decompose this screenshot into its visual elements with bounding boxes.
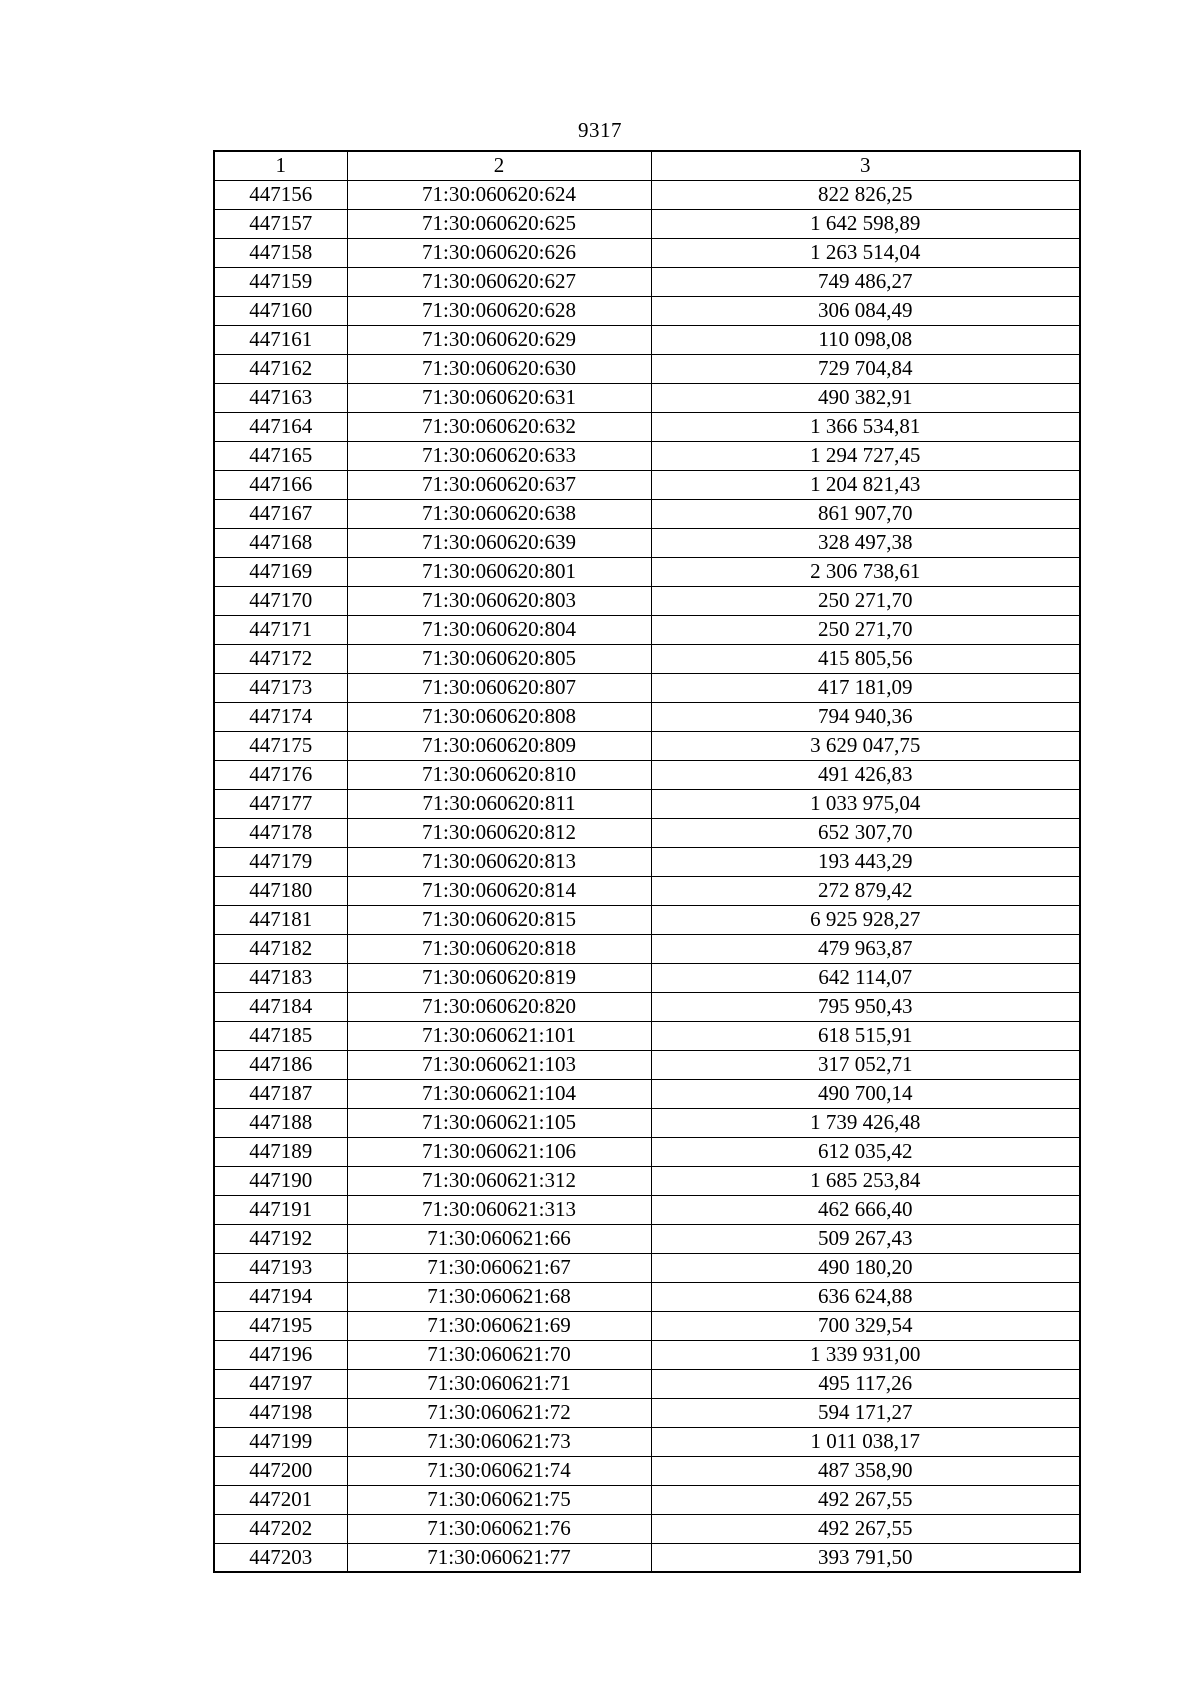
cadastral-number-cell: 71:30:060621:104 [347,1079,651,1108]
value-cell: 861 907,70 [651,499,1080,528]
cadastral-number-cell: 71:30:060620:808 [347,702,651,731]
row-number-cell: 447159 [214,267,347,296]
cadastral-number-cell: 71:30:060620:820 [347,992,651,1021]
table-row [214,673,1080,702]
table-row [214,383,1080,412]
table-row [214,1021,1080,1050]
row-number-cell: 447184 [214,992,347,1021]
cadastral-number-cell: 71:30:060621:71 [347,1369,651,1398]
value-cell: 794 940,36 [651,702,1080,731]
value-cell: 509 267,43 [651,1224,1080,1253]
row-number-cell: 447179 [214,847,347,876]
page-number-text: 9317 [578,118,622,142]
value-cell: 795 950,43 [651,992,1080,1021]
column-header-2: 2 [347,151,651,180]
row-number-cell: 447169 [214,557,347,586]
value-cell: 1 739 426,48 [651,1108,1080,1137]
cadastral-number-cell: 71:30:060620:818 [347,934,651,963]
registry-table [213,150,1081,1573]
cadastral-number-cell: 71:30:060620:812 [347,818,651,847]
cadastral-number-cell: 71:30:060621:74 [347,1456,651,1485]
table-row [214,789,1080,818]
value-cell: 1 011 038,17 [651,1427,1080,1456]
row-number-cell: 447203 [214,1543,347,1572]
row-number-cell: 447190 [214,1166,347,1195]
value-cell: 393 791,50 [651,1543,1080,1572]
value-cell: 328 497,38 [651,528,1080,557]
cadastral-number-cell: 71:30:060620:813 [347,847,651,876]
row-number-cell: 447164 [214,412,347,441]
table-row [214,934,1080,963]
row-number-cell: 447180 [214,876,347,905]
table-row [214,963,1080,992]
table-row [214,1456,1080,1485]
cadastral-number-cell: 71:30:060620:630 [347,354,651,383]
row-number-cell: 447188 [214,1108,347,1137]
value-cell: 250 271,70 [651,586,1080,615]
cadastral-number-cell: 71:30:060620:626 [347,238,651,267]
table-row [214,702,1080,731]
table-row [214,267,1080,296]
cadastral-number-cell: 71:30:060621:103 [347,1050,651,1079]
value-cell: 729 704,84 [651,354,1080,383]
cadastral-number-cell: 71:30:060621:72 [347,1398,651,1427]
table-header [214,151,1080,180]
row-number-cell: 447157 [214,209,347,238]
table-row [214,1195,1080,1224]
value-cell: 490 180,20 [651,1253,1080,1282]
table-row [214,1543,1080,1572]
cadastral-number-cell: 71:30:060621:76 [347,1514,651,1543]
value-cell: 612 035,42 [651,1137,1080,1166]
value-cell: 1 642 598,89 [651,209,1080,238]
table-row [214,1137,1080,1166]
table-row [214,847,1080,876]
row-number-cell: 447177 [214,789,347,818]
row-number-cell: 447194 [214,1282,347,1311]
table-row [214,1166,1080,1195]
value-cell: 700 329,54 [651,1311,1080,1340]
row-number-cell: 447166 [214,470,347,499]
value-cell: 492 267,55 [651,1514,1080,1543]
value-cell: 652 307,70 [651,818,1080,847]
table-row [214,499,1080,528]
cadastral-number-cell: 71:30:060621:77 [347,1543,651,1572]
value-cell: 193 443,29 [651,847,1080,876]
value-cell: 317 052,71 [651,1050,1080,1079]
value-cell: 306 084,49 [651,296,1080,325]
value-cell: 3 629 047,75 [651,731,1080,760]
header-row [214,151,1080,180]
cadastral-number-cell: 71:30:060620:625 [347,209,651,238]
row-number-cell: 447187 [214,1079,347,1108]
row-number-cell: 447165 [214,441,347,470]
row-number-cell: 447171 [214,615,347,644]
row-number-cell: 447182 [214,934,347,963]
cadastral-number-cell: 71:30:060621:66 [347,1224,651,1253]
table-row [214,1369,1080,1398]
value-cell: 594 171,27 [651,1398,1080,1427]
table-row [214,1079,1080,1108]
value-cell: 2 306 738,61 [651,557,1080,586]
row-number-cell: 447158 [214,238,347,267]
value-cell: 1 366 534,81 [651,412,1080,441]
cadastral-number-cell: 71:30:060621:313 [347,1195,651,1224]
row-number-cell: 447160 [214,296,347,325]
row-number-cell: 447173 [214,673,347,702]
value-cell: 1 294 727,45 [651,441,1080,470]
table-row [214,180,1080,209]
value-cell: 110 098,08 [651,325,1080,354]
value-cell: 1 204 821,43 [651,470,1080,499]
table-body [214,180,1080,1572]
value-cell: 1 263 514,04 [651,238,1080,267]
table-row [214,325,1080,354]
value-cell: 491 426,83 [651,760,1080,789]
value-cell: 618 515,91 [651,1021,1080,1050]
row-number-cell: 447202 [214,1514,347,1543]
row-number-cell: 447170 [214,586,347,615]
row-number-cell: 447175 [214,731,347,760]
table-row [214,557,1080,586]
table-row [214,586,1080,615]
cadastral-number-cell: 71:30:060621:101 [347,1021,651,1050]
value-cell: 822 826,25 [651,180,1080,209]
cadastral-number-cell: 71:30:060620:639 [347,528,651,557]
table-row [214,1427,1080,1456]
table-row [214,644,1080,673]
table-row [214,1050,1080,1079]
row-number-cell: 447199 [214,1427,347,1456]
cadastral-number-cell: 71:30:060620:809 [347,731,651,760]
table-row [214,818,1080,847]
value-cell: 749 486,27 [651,267,1080,296]
value-cell: 492 267,55 [651,1485,1080,1514]
row-number-cell: 447198 [214,1398,347,1427]
table-row [214,876,1080,905]
column-header-3: 3 [651,151,1080,180]
cadastral-number-cell: 71:30:060620:631 [347,383,651,412]
cadastral-number-cell: 71:30:060620:632 [347,412,651,441]
table-row [214,905,1080,934]
table-row [214,209,1080,238]
cadastral-number-cell: 71:30:060620:629 [347,325,651,354]
table-row [214,296,1080,325]
row-number-cell: 447200 [214,1456,347,1485]
row-number-cell: 447172 [214,644,347,673]
row-number-cell: 447176 [214,760,347,789]
cadastral-number-cell: 71:30:060620:801 [347,557,651,586]
cadastral-number-cell: 71:30:060620:624 [347,180,651,209]
row-number-cell: 447181 [214,905,347,934]
table-row [214,354,1080,383]
value-cell: 272 879,42 [651,876,1080,905]
table-row [214,760,1080,789]
cadastral-number-cell: 71:30:060620:804 [347,615,651,644]
cadastral-number-cell: 71:30:060620:638 [347,499,651,528]
value-cell: 1 033 975,04 [651,789,1080,818]
table-row [214,441,1080,470]
table-row [214,1282,1080,1311]
value-cell: 462 666,40 [651,1195,1080,1224]
table-row [214,992,1080,1021]
row-number-cell: 447185 [214,1021,347,1050]
row-number-cell: 447195 [214,1311,347,1340]
row-number-cell: 447163 [214,383,347,412]
table-row [214,1514,1080,1543]
cadastral-number-cell: 71:30:060621:67 [347,1253,651,1282]
row-number-cell: 447161 [214,325,347,354]
table-row [214,1311,1080,1340]
table-row [214,528,1080,557]
cadastral-number-cell: 71:30:060620:637 [347,470,651,499]
cadastral-number-cell: 71:30:060620:815 [347,905,651,934]
page-number [0,118,1200,143]
cadastral-number-cell: 71:30:060620:627 [347,267,651,296]
cadastral-number-cell: 71:30:060621:70 [347,1340,651,1369]
cadastral-number-cell: 71:30:060621:106 [347,1137,651,1166]
row-number-cell: 447167 [214,499,347,528]
table-row [214,470,1080,499]
cadastral-number-cell: 71:30:060620:810 [347,760,651,789]
table-row [214,1253,1080,1282]
cadastral-number-cell: 71:30:060620:803 [347,586,651,615]
table-row [214,731,1080,760]
cadastral-number-cell: 71:30:060621:73 [347,1427,651,1456]
row-number-cell: 447174 [214,702,347,731]
row-number-cell: 447168 [214,528,347,557]
table-row [214,238,1080,267]
row-number-cell: 447186 [214,1050,347,1079]
table-row [214,1485,1080,1514]
row-number-cell: 447191 [214,1195,347,1224]
cadastral-number-cell: 71:30:060620:807 [347,673,651,702]
cadastral-number-cell: 71:30:060620:811 [347,789,651,818]
row-number-cell: 447189 [214,1137,347,1166]
table-row [214,1340,1080,1369]
value-cell: 1 685 253,84 [651,1166,1080,1195]
table-row [214,615,1080,644]
table-row [214,1108,1080,1137]
cadastral-number-cell: 71:30:060620:819 [347,963,651,992]
value-cell: 479 963,87 [651,934,1080,963]
cadastral-number-cell: 71:30:060621:105 [347,1108,651,1137]
value-cell: 415 805,56 [651,644,1080,673]
cadastral-number-cell: 71:30:060620:814 [347,876,651,905]
row-number-cell: 447201 [214,1485,347,1514]
value-cell: 6 925 928,27 [651,905,1080,934]
value-cell: 642 114,07 [651,963,1080,992]
value-cell: 495 117,26 [651,1369,1080,1398]
row-number-cell: 447178 [214,818,347,847]
value-cell: 417 181,09 [651,673,1080,702]
row-number-cell: 447196 [214,1340,347,1369]
row-number-cell: 447156 [214,180,347,209]
value-cell: 636 624,88 [651,1282,1080,1311]
cadastral-number-cell: 71:30:060621:68 [347,1282,651,1311]
column-header-1: 1 [214,151,347,180]
row-number-cell: 447183 [214,963,347,992]
cadastral-number-cell: 71:30:060621:75 [347,1485,651,1514]
value-cell: 1 339 931,00 [651,1340,1080,1369]
cadastral-number-cell: 71:30:060621:69 [347,1311,651,1340]
table-row [214,1224,1080,1253]
table-row [214,1398,1080,1427]
row-number-cell: 447193 [214,1253,347,1282]
value-cell: 490 700,14 [651,1079,1080,1108]
cadastral-number-cell: 71:30:060621:312 [347,1166,651,1195]
row-number-cell: 447197 [214,1369,347,1398]
table-row [214,412,1080,441]
cadastral-number-cell: 71:30:060620:628 [347,296,651,325]
row-number-cell: 447192 [214,1224,347,1253]
cadastral-number-cell: 71:30:060620:633 [347,441,651,470]
value-cell: 250 271,70 [651,615,1080,644]
value-cell: 487 358,90 [651,1456,1080,1485]
value-cell: 490 382,91 [651,383,1080,412]
cadastral-number-cell: 71:30:060620:805 [347,644,651,673]
row-number-cell: 447162 [214,354,347,383]
